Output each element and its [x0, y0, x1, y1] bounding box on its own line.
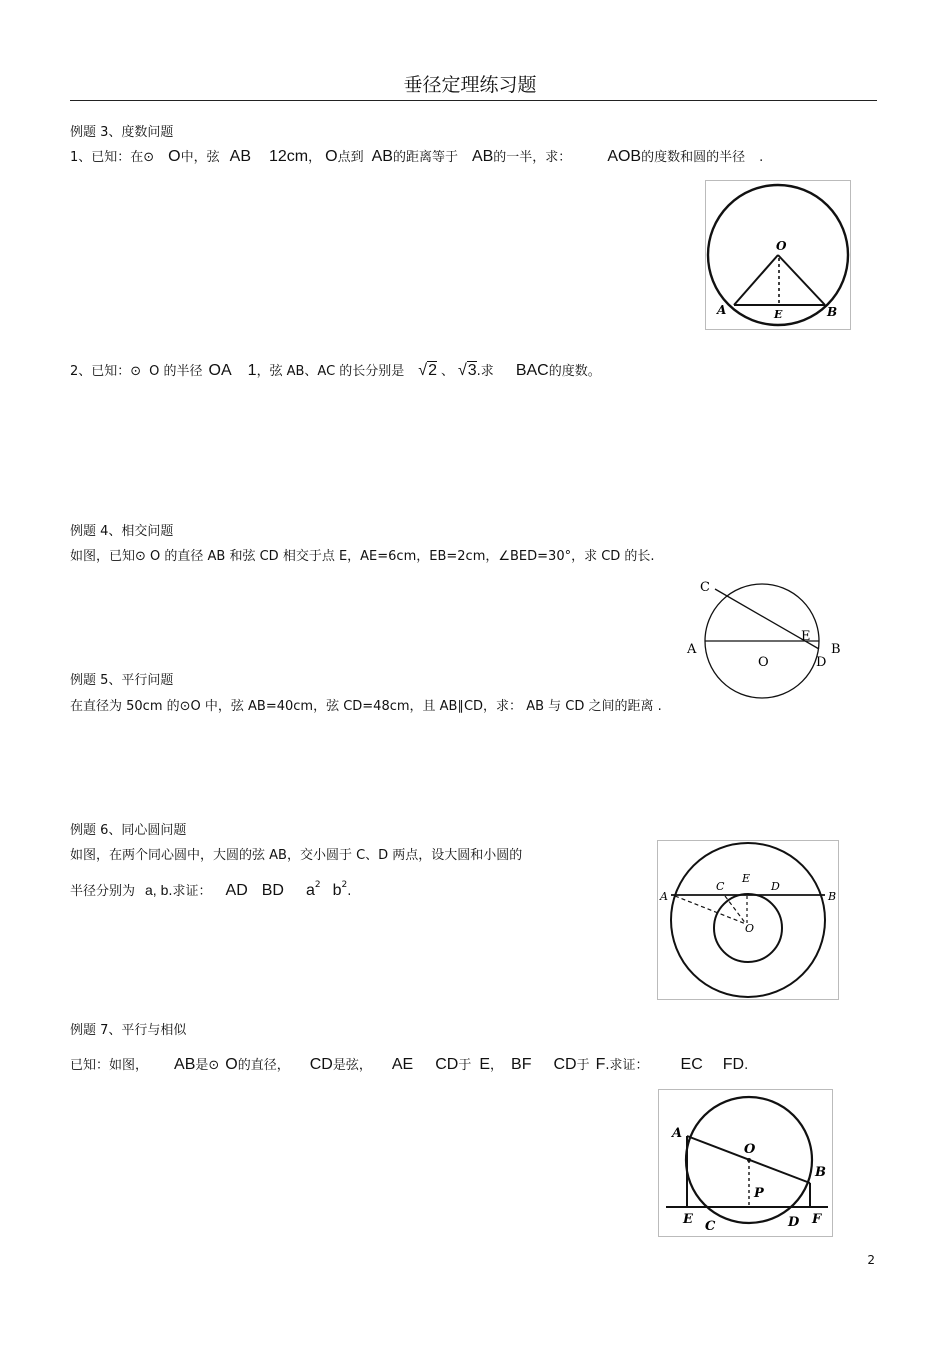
ex7-n: CD — [553, 1056, 577, 1073]
ex7-r: EC — [680, 1056, 703, 1073]
q1-c: 中，弦 — [180, 150, 220, 165]
ex7-label-d: D — [788, 1215, 800, 1230]
q1-g: O — [325, 148, 338, 165]
ex7-d: O — [225, 1056, 238, 1073]
ex7-label-o: O — [744, 1142, 756, 1157]
q1-j: 的距离等于 — [392, 150, 458, 165]
q2-k: BAC — [515, 362, 549, 379]
ex7-label-c: C — [705, 1219, 716, 1234]
sqrt2: √2 — [418, 362, 437, 379]
q2-e: ，弦 — [256, 364, 283, 379]
ex3-figure — [705, 180, 851, 330]
ex7-b: AB — [174, 1056, 196, 1073]
ex7-c: 是⊙ — [195, 1058, 220, 1073]
ex7-f: CD — [309, 1056, 333, 1073]
page-number: 2 — [867, 1253, 875, 1267]
ex4-label-d: D — [816, 655, 827, 670]
ex6-l2g: 2 — [314, 880, 321, 890]
ex6-label-o: O — [745, 922, 755, 935]
q1-l: 的一半，求： — [493, 150, 572, 165]
ex6-figure — [657, 840, 839, 1000]
ex6-line1: 如图，在两个同心圆中，大圆的弦 AB，交小圆于 C、D 两点，设大圆和小圆的 — [70, 848, 523, 863]
ex6-label-c: C — [716, 880, 725, 893]
title-rule — [70, 100, 877, 101]
ex7-heading: 例题 7、平行与相似 — [70, 1023, 187, 1038]
ex7-p: F — [595, 1056, 606, 1073]
ex7-label-p: P — [754, 1186, 764, 1201]
ex6-l2d: AD — [225, 882, 248, 899]
ex7-k: E — [479, 1056, 490, 1073]
q1-b: O — [168, 148, 181, 165]
ex7-text — [70, 1054, 748, 1074]
ex7-g: 是弦， — [332, 1058, 372, 1073]
ex6-l2a: 半径分别为 — [70, 884, 136, 899]
ex7-j: 于 — [458, 1058, 472, 1073]
q1-e: 12cm — [268, 148, 309, 165]
q2-a: 2、已知：⊙ — [70, 364, 142, 379]
ex7-figure — [658, 1089, 833, 1237]
ex4-label-a: A — [687, 642, 697, 657]
ex3-label-o: O — [776, 239, 787, 253]
q1-k: AB — [471, 148, 494, 165]
q1-f: ， — [308, 150, 322, 165]
ex6-label-e: E — [742, 872, 751, 885]
ex6-l2h: b — [332, 882, 342, 899]
q2-h: 、 — [440, 364, 454, 379]
ex6-l2e: BD — [261, 882, 284, 899]
ex7-o: 于 — [576, 1058, 590, 1073]
ex6-line2 — [70, 880, 351, 900]
ex6-l2i: 2 — [341, 880, 348, 890]
q2-b: O 的半径 — [149, 364, 203, 379]
ex6-l2f: a — [305, 882, 315, 899]
ex5-text: 在直径为 50cm 的⊙O 中，弦 AB=40cm，弦 CD=48cm，且 AB∥CD，求： AB 与 CD 之间的距离 . — [70, 699, 662, 714]
ex3-label-a: A — [717, 303, 727, 317]
ex6-heading: 例题 6、同心圆问题 — [70, 823, 187, 838]
ex3-label-e: E — [774, 308, 783, 321]
q1-m: AOB — [607, 148, 642, 165]
sqrt3: √3 — [457, 362, 477, 379]
page-title: 垂径定理练习题 — [403, 74, 537, 96]
q2-l: 的度数。 — [548, 364, 601, 379]
q1-d: AB — [229, 148, 251, 165]
q2-d: 1 — [247, 362, 257, 379]
ex7-m: BF — [511, 1056, 532, 1073]
q2-j: .求 — [476, 364, 494, 379]
ex7-q: .求证： — [605, 1058, 649, 1073]
q1-o: . — [759, 150, 764, 165]
ex4-heading: 例题 4、相交问题 — [70, 524, 174, 539]
ex3-q1 — [70, 146, 763, 166]
ex3-label-b: B — [827, 305, 838, 319]
ex4-text: 如图，已知⊙ O 的直径 AB 和弦 CD 相交于点 E，AE=6cm，EB=2cm，∠BED=30°，求 CD 的长. — [70, 549, 655, 564]
ex3-q2 — [70, 360, 601, 380]
q1-a: 1、已知：在⊙ — [70, 150, 155, 165]
ex7-i: CD — [435, 1056, 459, 1073]
ex6-l2c: .求证： — [168, 884, 212, 899]
ex7-l: ， — [490, 1058, 504, 1073]
ex7-s: FD — [722, 1056, 745, 1073]
ex4-label-c: C — [700, 580, 710, 595]
ex4-label-o: O — [758, 655, 769, 670]
ex6-l2b: a, b — [145, 882, 169, 898]
ex6-label-b: B — [828, 890, 837, 903]
ex7-t: . — [744, 1058, 749, 1073]
ex7-label-f: F — [812, 1212, 822, 1227]
q2-f: AB、AC 的长分别是 — [286, 364, 405, 379]
ex7-e: 的直径， — [237, 1058, 290, 1073]
q1-n: 的度数和圆的半径 — [641, 150, 746, 165]
ex6-label-d: D — [771, 880, 780, 893]
ex7-a: 已知：如图， — [70, 1058, 149, 1073]
ex6-big-circle — [671, 843, 825, 997]
ex7-label-b: B — [815, 1165, 826, 1180]
q1-h: 点到 — [337, 150, 364, 165]
q2-c: OA — [208, 362, 232, 379]
ex6-label-a: A — [660, 890, 668, 903]
ex4-figure — [680, 575, 850, 675]
ex4-label-e: E — [801, 629, 811, 644]
ex3-heading: 例题 3、度数问题 — [70, 125, 174, 140]
ex7-h: AE — [391, 1056, 414, 1073]
ex6-l2j: . — [347, 884, 352, 899]
ex5-heading: 例题 5、平行问题 — [70, 673, 174, 688]
ex7-label-e: E — [683, 1212, 693, 1227]
q1-i: AB — [371, 148, 393, 165]
ex4-label-b: B — [831, 642, 841, 657]
ex7-label-a: A — [672, 1126, 683, 1141]
